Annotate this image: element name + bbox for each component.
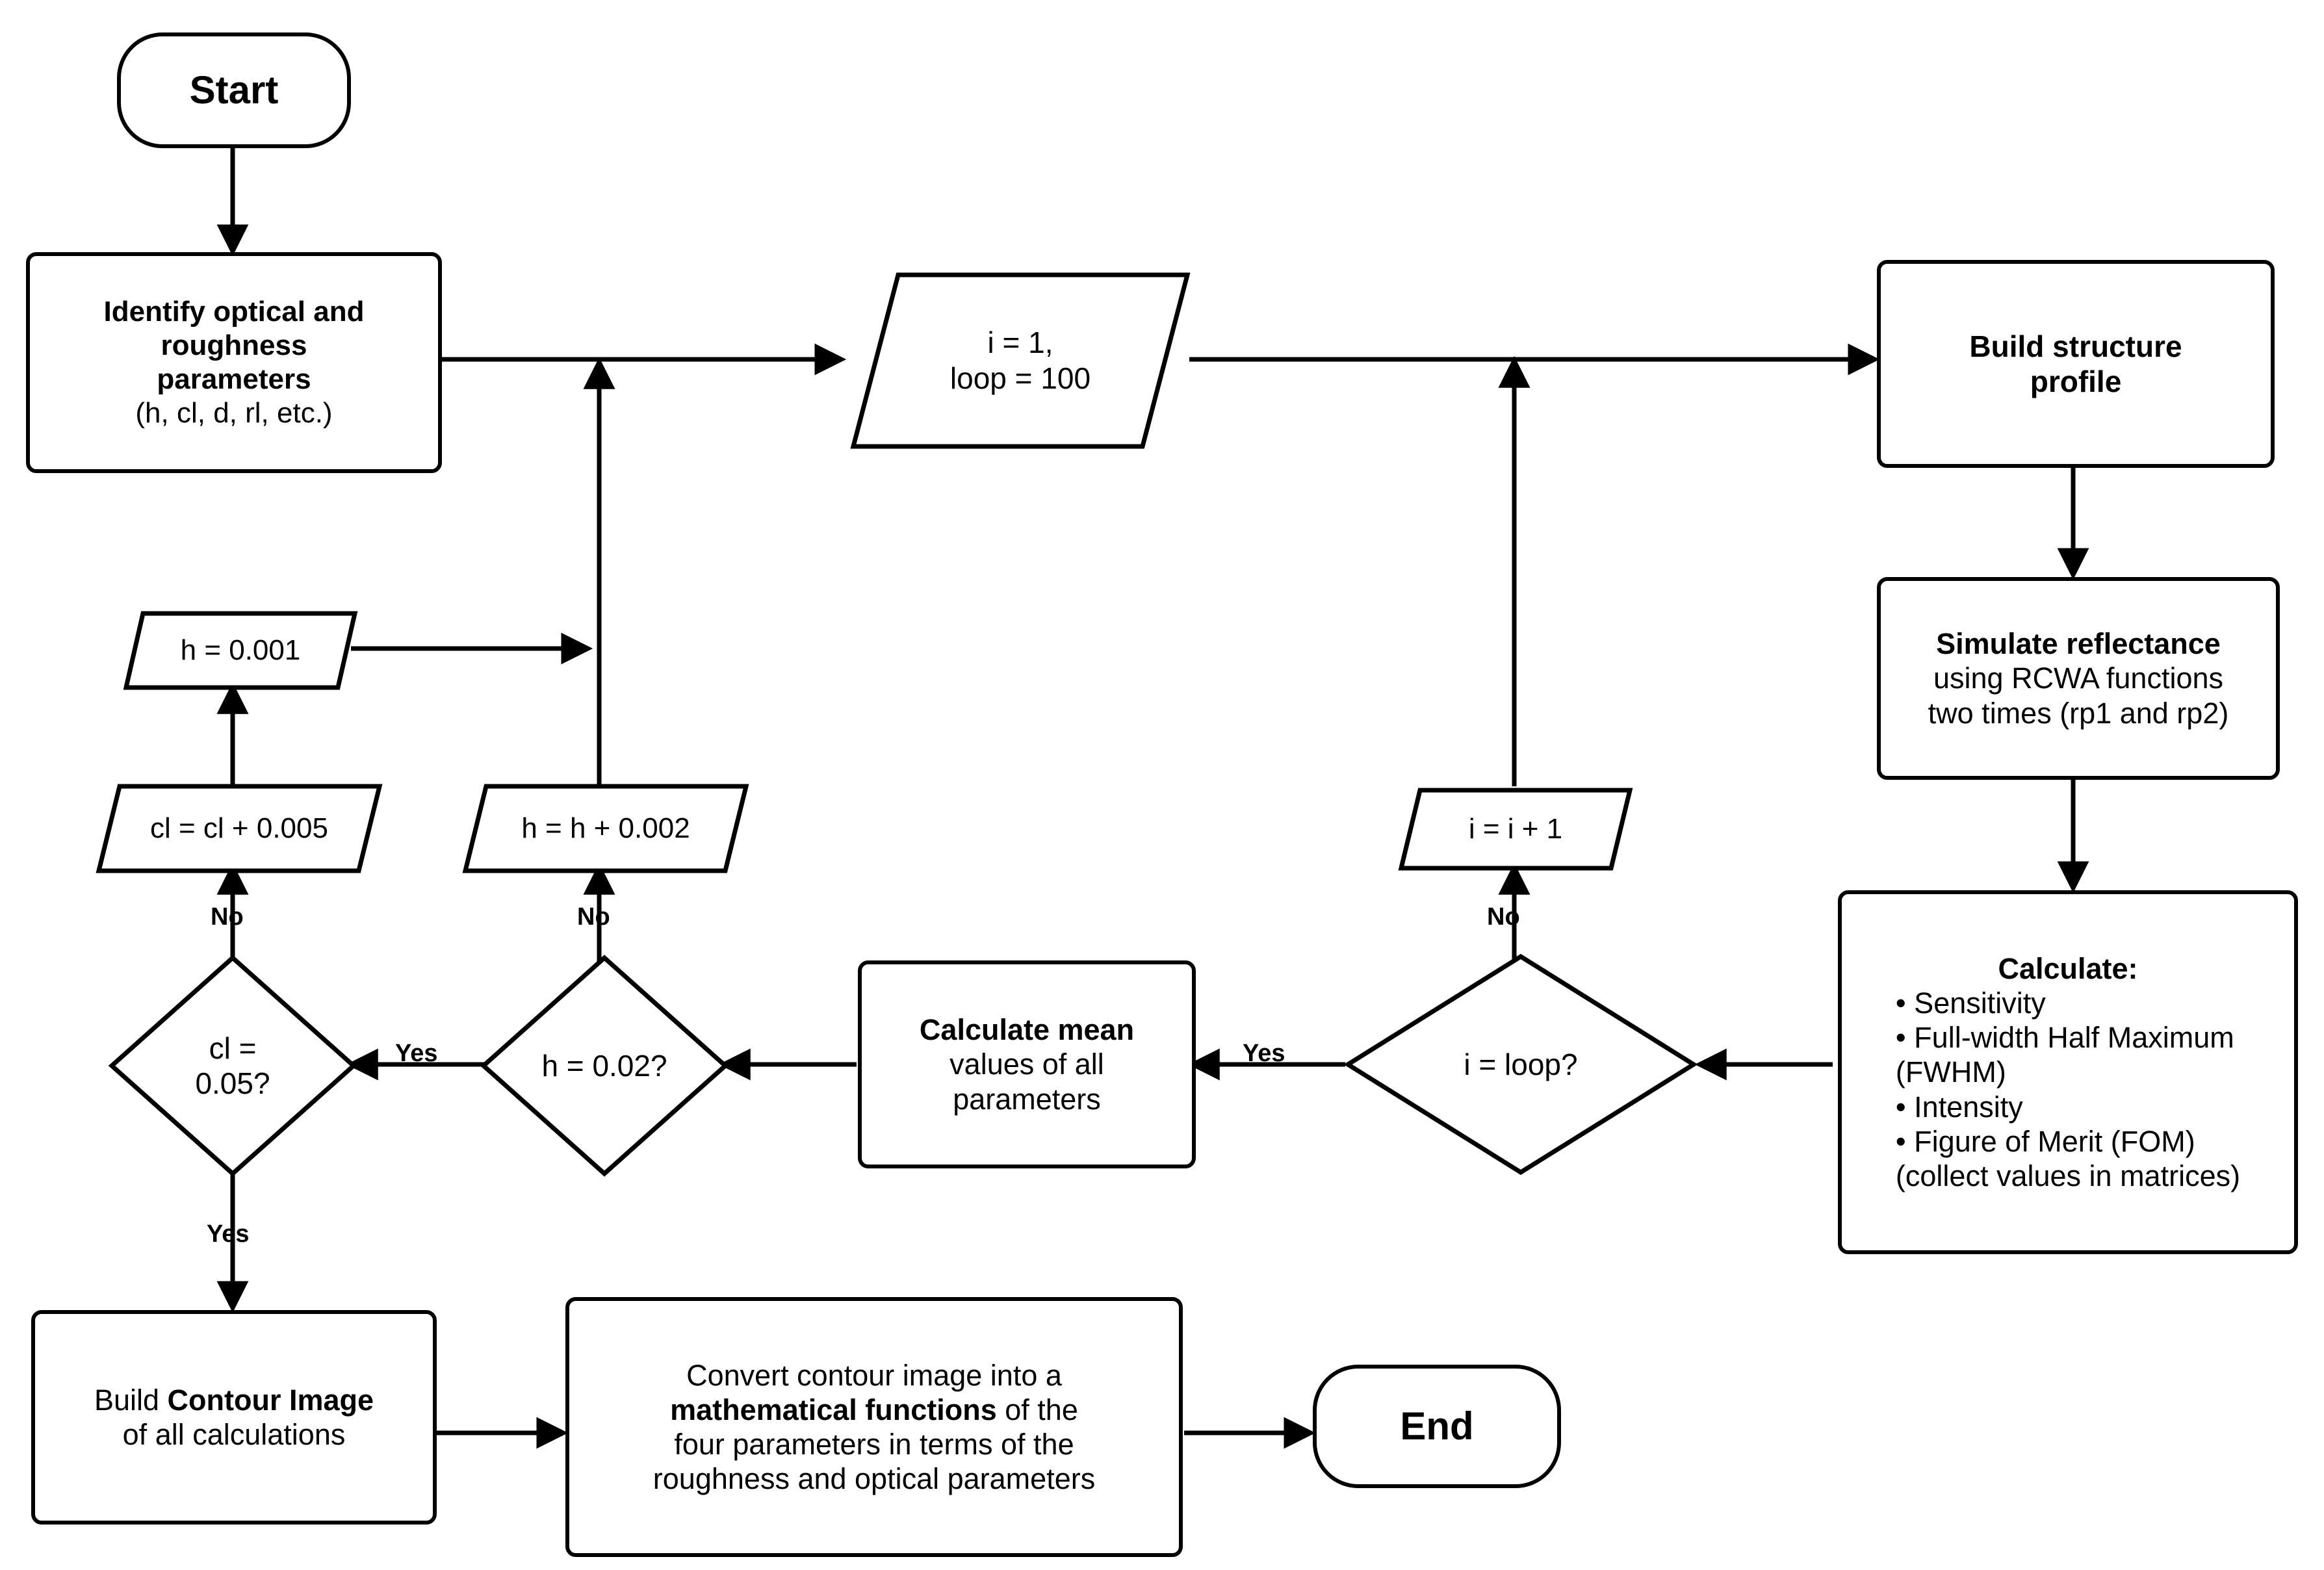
node-h-increment <box>463 784 749 873</box>
node-h-increment-label: h = h + 0.002 <box>521 812 690 844</box>
edge-label-h-yes: Yes <box>395 1040 438 1067</box>
node-simulate-line1: Simulate reflectance <box>1936 627 2221 661</box>
node-calculate-title: Calculate: <box>1998 952 2138 986</box>
node-simulate-line3: two times (rp1 and rp2) <box>1928 696 2229 730</box>
node-calculate-item-5: (collect values in matrices) <box>1895 1159 2241 1192</box>
node-calculate-mean <box>858 960 1196 1168</box>
node-cl-increment-label: cl = cl + 0.005 <box>150 812 328 844</box>
node-cl-increment <box>96 784 382 873</box>
node-convert-to-functions <box>565 1297 1183 1557</box>
node-build-contour-image <box>31 1310 437 1525</box>
node-identify-line4: (h, cl, d, rl, etc.) <box>135 396 333 429</box>
node-h-reset <box>123 611 357 690</box>
edge-label-cl-yes: Yes <box>207 1220 250 1248</box>
node-init-loop <box>851 273 1189 448</box>
node-i-increment <box>1399 788 1633 871</box>
node-init-loop-line2: loop = 100 <box>949 361 1091 395</box>
node-h-check-decision <box>481 955 728 1176</box>
node-start-label: Start <box>189 68 279 112</box>
node-calculate-item-4: • Figure of Merit (FOM) <box>1895 1124 2195 1158</box>
node-i-increment-label: i = i + 1 <box>1468 812 1563 845</box>
node-i-loop-label: i = loop? <box>1464 1047 1578 1081</box>
node-simulate-reflectance <box>1877 577 2280 780</box>
node-calc-mean-line3: parameters <box>953 1082 1101 1116</box>
node-identify-line2: roughness <box>161 329 307 362</box>
node-calculate-item-3: • Intensity <box>1895 1090 2023 1124</box>
node-convert-line2-post: of the <box>996 1393 1078 1426</box>
node-identify-parameters <box>26 252 442 473</box>
edge-label-i-loop-no: No <box>1487 903 1520 931</box>
node-convert-line3: four parameters in terms of the <box>674 1428 1074 1461</box>
node-cl-check-line2: 0.05? <box>195 1066 270 1100</box>
node-contour-line1-strong: Contour Image <box>167 1383 374 1417</box>
node-h-reset-label: h = 0.001 <box>180 634 301 666</box>
node-calc-mean-line2: values of all <box>949 1048 1104 1081</box>
node-calculate-item-2: (FWHM) <box>1895 1055 2006 1089</box>
node-start <box>117 32 351 148</box>
node-calculate-metrics <box>1838 890 2298 1254</box>
node-identify-line3: parameters <box>157 363 311 395</box>
edge-label-cl-no: No <box>211 903 244 931</box>
node-calculate-item-1: • Full-width Half Maximum <box>1895 1021 2234 1055</box>
node-cl-check-line1: cl = <box>209 1031 257 1065</box>
node-calc-mean-line1: Calculate mean <box>919 1013 1135 1047</box>
edge-label-i-loop-yes: Yes <box>1243 1040 1285 1067</box>
node-cl-check-decision <box>109 955 356 1176</box>
node-calculate-item-0: • Sensitivity <box>1895 986 2046 1020</box>
node-build-profile-line1: Build structure <box>1969 329 2182 363</box>
node-identify-line1: Identify optical and <box>103 296 365 328</box>
node-end-label: End <box>1400 1404 1474 1448</box>
node-convert-line2-strong: mathematical functions <box>670 1393 997 1426</box>
node-contour-line1-pre: Build <box>94 1383 168 1417</box>
node-contour-line2: of all calculations <box>122 1418 346 1451</box>
edge-label-h-no: No <box>577 903 610 931</box>
node-i-equals-loop-decision <box>1345 954 1696 1175</box>
node-build-structure-profile <box>1877 260 2275 468</box>
node-h-check-label: h = 0.02? <box>541 1048 667 1083</box>
node-simulate-line2: using RCWA functions <box>1933 662 2224 695</box>
node-build-profile-line2: profile <box>2030 365 2122 398</box>
node-end <box>1313 1365 1561 1488</box>
node-init-loop-line1: i = 1, <box>987 325 1053 359</box>
node-convert-line1: Convert contour image into a <box>686 1358 1062 1392</box>
node-convert-line4: roughness and optical parameters <box>652 1462 1096 1496</box>
